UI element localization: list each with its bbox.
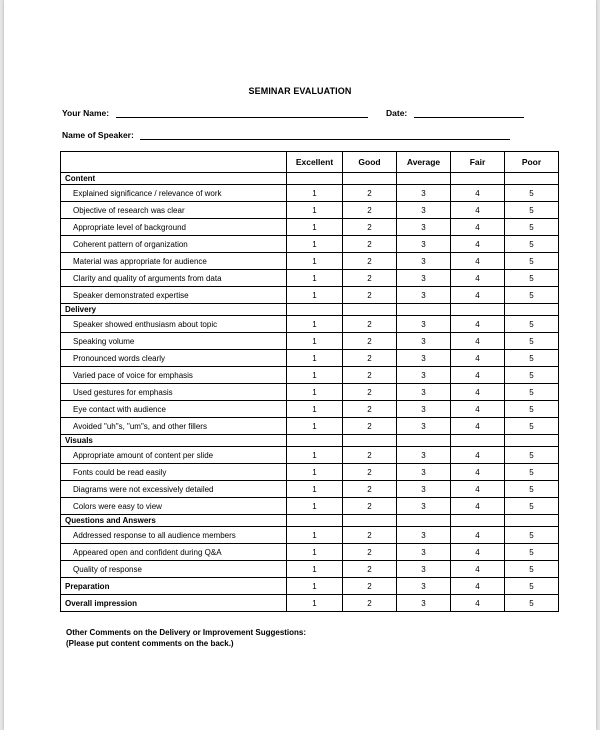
rating-option-fair[interactable]: 4 xyxy=(451,595,505,612)
rating-option-good[interactable]: 2 xyxy=(343,202,397,219)
table-header-row xyxy=(61,152,559,173)
rating-option-excellent[interactable]: 1 xyxy=(287,367,343,384)
rating-option-excellent[interactable]: 1 xyxy=(287,350,343,367)
rating-option-fair[interactable]: 4 xyxy=(451,316,505,333)
rating-option-average[interactable]: 3 xyxy=(397,219,451,236)
rating-option-good[interactable]: 2 xyxy=(343,498,397,515)
rating-option-excellent[interactable]: 1 xyxy=(287,316,343,333)
rating-option-poor[interactable]: 5 xyxy=(505,253,559,270)
rating-option-fair[interactable]: 4 xyxy=(451,253,505,270)
rating-option-excellent[interactable]: 1 xyxy=(287,185,343,202)
rating-option-average[interactable]: 3 xyxy=(397,350,451,367)
rating-option-excellent[interactable]: 1 xyxy=(287,287,343,304)
section-heading: Content xyxy=(61,173,287,185)
rating-option-poor[interactable]: 5 xyxy=(505,350,559,367)
rating-option-good[interactable]: 2 xyxy=(343,464,397,481)
rating-option-fair[interactable]: 4 xyxy=(451,418,505,435)
criterion-label: Appeared open and confident during Q&A xyxy=(61,544,287,561)
rating-option-poor[interactable]: 5 xyxy=(505,384,559,401)
rating-option-excellent[interactable]: 1 xyxy=(287,418,343,435)
rating-option-excellent[interactable]: 1 xyxy=(287,464,343,481)
rating-option-good[interactable]: 2 xyxy=(343,401,397,418)
rating-option-poor[interactable]: 5 xyxy=(505,287,559,304)
rating-option-excellent[interactable]: 1 xyxy=(287,202,343,219)
rating-option-average[interactable]: 3 xyxy=(397,561,451,578)
rating-option-fair[interactable]: 4 xyxy=(451,185,505,202)
section-empty-cell xyxy=(287,173,343,185)
rating-option-poor[interactable]: 5 xyxy=(505,498,559,515)
table-row xyxy=(61,287,559,304)
criterion-label: Material was appropriate for audience xyxy=(61,253,287,270)
rating-option-excellent[interactable]: 1 xyxy=(287,561,343,578)
rating-option-poor[interactable]: 5 xyxy=(505,418,559,435)
rating-option-average[interactable]: 3 xyxy=(397,270,451,287)
header-excellent: Excellent xyxy=(287,152,343,173)
rating-option-poor[interactable]: 5 xyxy=(505,544,559,561)
section-empty-cell xyxy=(505,515,559,527)
rating-option-poor[interactable]: 5 xyxy=(505,464,559,481)
comments-heading: Other Comments on the Delivery or Improvement Suggestions: xyxy=(66,628,307,637)
rating-option-average[interactable]: 3 xyxy=(397,236,451,253)
rating-option-good[interactable]: 2 xyxy=(343,527,397,544)
rating-option-good[interactable]: 2 xyxy=(343,287,397,304)
section-empty-cell xyxy=(287,304,343,316)
rating-option-excellent[interactable]: 1 xyxy=(287,236,343,253)
rating-option-good[interactable]: 2 xyxy=(343,447,397,464)
criterion-label: Eye contact with audience xyxy=(61,401,287,418)
criterion-label: Coherent pattern of organization xyxy=(61,236,287,253)
section-empty-cell xyxy=(397,435,451,447)
rating-option-average[interactable]: 3 xyxy=(397,498,451,515)
rating-option-fair[interactable]: 4 xyxy=(451,578,505,595)
rating-option-average[interactable]: 3 xyxy=(397,185,451,202)
section-empty-cell xyxy=(397,515,451,527)
rating-option-excellent[interactable]: 1 xyxy=(287,253,343,270)
rating-option-poor[interactable]: 5 xyxy=(505,578,559,595)
table-row xyxy=(61,561,559,578)
criterion-label: Varied pace of voice for emphasis xyxy=(61,367,287,384)
section-empty-cell xyxy=(451,173,505,185)
table-row xyxy=(61,595,559,612)
rating-option-poor[interactable]: 5 xyxy=(505,367,559,384)
criterion-label: Speaking volume xyxy=(61,333,287,350)
rating-option-good[interactable]: 2 xyxy=(343,185,397,202)
table-row xyxy=(61,253,559,270)
section-empty-cell xyxy=(505,435,559,447)
speaker-name-label: Name of Speaker: xyxy=(62,130,134,140)
rating-option-average[interactable]: 3 xyxy=(397,333,451,350)
rating-option-average[interactable]: 3 xyxy=(397,316,451,333)
rating-option-average[interactable]: 3 xyxy=(397,527,451,544)
table-row xyxy=(61,447,559,464)
rating-option-good[interactable]: 2 xyxy=(343,578,397,595)
rating-option-fair[interactable]: 4 xyxy=(451,544,505,561)
section-empty-cell xyxy=(451,304,505,316)
section-heading: Visuals xyxy=(61,435,287,447)
header-criteria xyxy=(61,152,287,173)
rating-option-average[interactable]: 3 xyxy=(397,447,451,464)
rating-option-fair[interactable]: 4 xyxy=(451,287,505,304)
section-row xyxy=(61,173,559,185)
rating-option-fair[interactable]: 4 xyxy=(451,202,505,219)
criterion-label: Avoided "uh"s, "um"s, and other fillers xyxy=(61,418,287,435)
table-row xyxy=(61,270,559,287)
section-row xyxy=(61,304,559,316)
rating-option-fair[interactable]: 4 xyxy=(451,447,505,464)
rating-option-average[interactable]: 3 xyxy=(397,253,451,270)
section-empty-cell xyxy=(343,435,397,447)
rating-option-good[interactable]: 2 xyxy=(343,333,397,350)
header-good: Good xyxy=(343,152,397,173)
rating-option-good[interactable]: 2 xyxy=(343,367,397,384)
rating-option-excellent[interactable]: 1 xyxy=(287,498,343,515)
table-row xyxy=(61,481,559,498)
rating-option-average[interactable]: 3 xyxy=(397,481,451,498)
header-poor: Poor xyxy=(505,152,559,173)
rating-option-fair[interactable]: 4 xyxy=(451,333,505,350)
criterion-label: Explained significance / relevance of work xyxy=(61,185,287,202)
page-title: SEMINAR EVALUATION xyxy=(248,86,352,96)
rating-option-good[interactable]: 2 xyxy=(343,236,397,253)
criterion-label: Speaker demonstrated expertise xyxy=(61,287,287,304)
rating-option-poor[interactable]: 5 xyxy=(505,447,559,464)
criterion-label: Preparation xyxy=(61,578,287,595)
evaluation-page xyxy=(4,0,596,730)
table-row xyxy=(61,316,559,333)
criterion-label: Overall impression xyxy=(61,595,287,612)
section-heading: Delivery xyxy=(61,304,287,316)
rating-option-fair[interactable]: 4 xyxy=(451,561,505,578)
section-heading: Questions and Answers xyxy=(61,515,287,527)
criterion-label: Objective of research was clear xyxy=(61,202,287,219)
section-empty-cell xyxy=(397,304,451,316)
criterion-label: Addressed response to all audience members xyxy=(61,527,287,544)
rating-option-poor[interactable]: 5 xyxy=(505,219,559,236)
header-fair: Fair xyxy=(451,152,505,173)
rating-option-poor[interactable]: 5 xyxy=(505,333,559,350)
rating-option-poor[interactable]: 5 xyxy=(505,561,559,578)
rating-option-excellent[interactable]: 1 xyxy=(287,481,343,498)
table-row xyxy=(61,464,559,481)
table-row xyxy=(61,498,559,515)
rating-option-poor[interactable]: 5 xyxy=(505,595,559,612)
rating-option-fair[interactable]: 4 xyxy=(451,236,505,253)
rating-option-good[interactable]: 2 xyxy=(343,219,397,236)
rating-option-poor[interactable]: 5 xyxy=(505,270,559,287)
table-row xyxy=(61,202,559,219)
rating-option-poor[interactable]: 5 xyxy=(505,316,559,333)
rating-option-average[interactable]: 3 xyxy=(397,578,451,595)
criterion-label: Clarity and quality of arguments from data xyxy=(61,270,287,287)
rating-option-good[interactable]: 2 xyxy=(343,253,397,270)
table-row xyxy=(61,333,559,350)
table-row xyxy=(61,578,559,595)
rating-option-fair[interactable]: 4 xyxy=(451,270,505,287)
rating-option-excellent[interactable]: 1 xyxy=(287,219,343,236)
rating-option-poor[interactable]: 5 xyxy=(505,202,559,219)
rating-option-excellent[interactable]: 1 xyxy=(287,401,343,418)
rating-option-fair[interactable]: 4 xyxy=(451,401,505,418)
table-row xyxy=(61,384,559,401)
rating-option-average[interactable]: 3 xyxy=(397,418,451,435)
section-row xyxy=(61,435,559,447)
rating-option-excellent[interactable]: 1 xyxy=(287,270,343,287)
rating-option-fair[interactable]: 4 xyxy=(451,219,505,236)
criterion-label: Quality of response xyxy=(61,561,287,578)
rating-option-poor[interactable]: 5 xyxy=(505,401,559,418)
table-row xyxy=(61,236,559,253)
rating-option-average[interactable]: 3 xyxy=(397,202,451,219)
rating-option-poor[interactable]: 5 xyxy=(505,185,559,202)
rating-option-good[interactable]: 2 xyxy=(343,316,397,333)
section-empty-cell xyxy=(343,515,397,527)
speaker-name-field[interactable] xyxy=(140,139,510,140)
criterion-label: Appropriate amount of content per slide xyxy=(61,447,287,464)
criterion-label: Used gestures for emphasis xyxy=(61,384,287,401)
rating-option-fair[interactable]: 4 xyxy=(451,481,505,498)
rating-option-fair[interactable]: 4 xyxy=(451,384,505,401)
rating-option-poor[interactable]: 5 xyxy=(505,481,559,498)
rating-option-good[interactable]: 2 xyxy=(343,270,397,287)
criterion-label: Speaker showed enthusiasm about topic xyxy=(61,316,287,333)
rating-option-good[interactable]: 2 xyxy=(343,350,397,367)
section-row xyxy=(61,515,559,527)
rating-option-average[interactable]: 3 xyxy=(397,595,451,612)
rating-option-poor[interactable]: 5 xyxy=(505,236,559,253)
rating-option-average[interactable]: 3 xyxy=(397,544,451,561)
rating-option-excellent[interactable]: 1 xyxy=(287,544,343,561)
rating-option-good[interactable]: 2 xyxy=(343,481,397,498)
criterion-label: Pronounced words clearly xyxy=(61,350,287,367)
rating-option-fair[interactable]: 4 xyxy=(451,464,505,481)
date-field[interactable] xyxy=(414,117,524,118)
rating-option-good[interactable]: 2 xyxy=(343,595,397,612)
rating-option-average[interactable]: 3 xyxy=(397,384,451,401)
section-empty-cell xyxy=(287,515,343,527)
rating-option-excellent[interactable]: 1 xyxy=(287,384,343,401)
section-empty-cell xyxy=(287,435,343,447)
rating-option-excellent[interactable]: 1 xyxy=(287,333,343,350)
your-name-label: Your Name: xyxy=(62,108,110,118)
criterion-label: Appropriate level of background xyxy=(61,219,287,236)
table-row xyxy=(61,401,559,418)
rating-option-good[interactable]: 2 xyxy=(343,418,397,435)
section-empty-cell xyxy=(505,173,559,185)
rating-option-average[interactable]: 3 xyxy=(397,401,451,418)
criterion-label: Diagrams were not excessively detailed xyxy=(61,481,287,498)
rating-option-excellent[interactable]: 1 xyxy=(287,595,343,612)
rating-option-good[interactable]: 2 xyxy=(343,561,397,578)
evaluation-table xyxy=(60,151,559,612)
rating-option-poor[interactable]: 5 xyxy=(505,527,559,544)
date-label: Date: xyxy=(386,108,408,118)
table-row xyxy=(61,367,559,384)
table-row xyxy=(61,527,559,544)
section-empty-cell xyxy=(505,304,559,316)
table-row xyxy=(61,418,559,435)
section-empty-cell xyxy=(343,173,397,185)
section-empty-cell xyxy=(451,515,505,527)
rating-option-fair[interactable]: 4 xyxy=(451,350,505,367)
rating-option-average[interactable]: 3 xyxy=(397,464,451,481)
rating-option-excellent[interactable]: 1 xyxy=(287,527,343,544)
rating-option-excellent[interactable]: 1 xyxy=(287,447,343,464)
header-average: Average xyxy=(397,152,451,173)
rating-option-average[interactable]: 3 xyxy=(397,367,451,384)
comments-note: (Please put content comments on the back.) xyxy=(66,639,234,648)
table-row xyxy=(61,219,559,236)
your-name-field[interactable] xyxy=(116,117,368,118)
section-empty-cell xyxy=(451,435,505,447)
table-row xyxy=(61,185,559,202)
table-row xyxy=(61,544,559,561)
rating-option-good[interactable]: 2 xyxy=(343,384,397,401)
criterion-label: Fonts could be read easily xyxy=(61,464,287,481)
rating-option-fair[interactable]: 4 xyxy=(451,498,505,515)
section-empty-cell xyxy=(397,173,451,185)
section-empty-cell xyxy=(343,304,397,316)
criterion-label: Colors were easy to view xyxy=(61,498,287,515)
rating-option-excellent[interactable]: 1 xyxy=(287,578,343,595)
rating-option-average[interactable]: 3 xyxy=(397,287,451,304)
rating-option-good[interactable]: 2 xyxy=(343,544,397,561)
rating-option-fair[interactable]: 4 xyxy=(451,367,505,384)
rating-option-fair[interactable]: 4 xyxy=(451,527,505,544)
table-row xyxy=(61,350,559,367)
